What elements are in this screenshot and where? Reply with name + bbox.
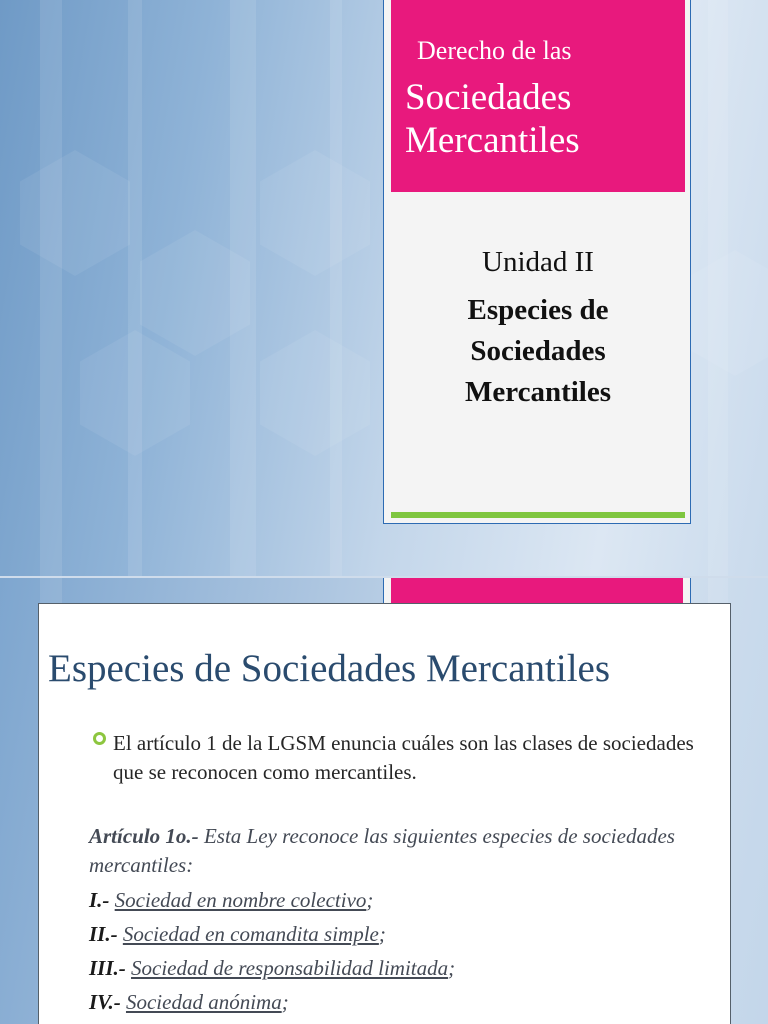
item-end: ; xyxy=(448,956,456,980)
bullet-circle-icon xyxy=(93,732,106,745)
content-slide xyxy=(0,578,768,1024)
content-panel xyxy=(38,603,731,1024)
slide-heading: Especies de Sociedades Mercantiles xyxy=(48,647,611,690)
item-end: ; xyxy=(378,922,386,946)
intro-paragraph: El artículo 1 de la LGSM enuncia cuáles son las clases de sociedades que se reconocen como mercantiles. xyxy=(113,731,694,784)
item-number: IV.- xyxy=(89,990,121,1014)
list-item xyxy=(89,883,709,917)
course-title-line: Sociedades xyxy=(405,77,572,118)
article-label: Artículo 1o.- xyxy=(89,824,199,848)
item-link[interactable]: Sociedad en nombre colectivo xyxy=(114,888,367,912)
article-text xyxy=(89,822,709,880)
list-item xyxy=(89,985,709,1019)
unit-topic xyxy=(384,290,692,413)
item-number: I.- xyxy=(89,888,110,912)
unit-topic-line: Sociedades xyxy=(470,335,606,367)
species-list xyxy=(89,883,709,1019)
background-hexagon xyxy=(260,150,370,276)
unit-topic-line: Mercantiles xyxy=(464,376,612,408)
background-stripe xyxy=(128,0,142,576)
item-number: II.- xyxy=(89,922,118,946)
unit-topic-line: Especies de xyxy=(467,294,609,326)
title-band xyxy=(391,0,685,192)
item-number: III.- xyxy=(89,956,126,980)
background-hexagon xyxy=(20,150,130,276)
item-link[interactable]: Sociedad en comandita simple xyxy=(122,922,379,946)
background-hexagon xyxy=(80,330,190,456)
article-body: Esta Ley reconoce las siguientes especies de sociedades mercantiles: xyxy=(89,824,675,877)
title-card xyxy=(383,0,691,524)
course-title-line: Mercantiles xyxy=(405,120,580,161)
list-item xyxy=(89,917,709,951)
background-stripe xyxy=(40,0,62,576)
background-hexagon xyxy=(680,250,768,376)
item-end: ; xyxy=(281,990,289,1014)
course-title xyxy=(405,76,580,162)
item-link[interactable]: Sociedad anónima xyxy=(125,990,282,1014)
accent-line xyxy=(391,512,685,518)
unit-label: Unidad II xyxy=(482,246,594,278)
item-link[interactable]: Sociedad de responsabilidad limitada xyxy=(131,956,449,980)
background-hexagon xyxy=(260,330,370,456)
item-end: ; xyxy=(366,888,374,912)
course-subtitle: Derecho de las xyxy=(417,36,572,65)
background-stripe xyxy=(330,0,342,576)
list-item xyxy=(89,951,709,985)
